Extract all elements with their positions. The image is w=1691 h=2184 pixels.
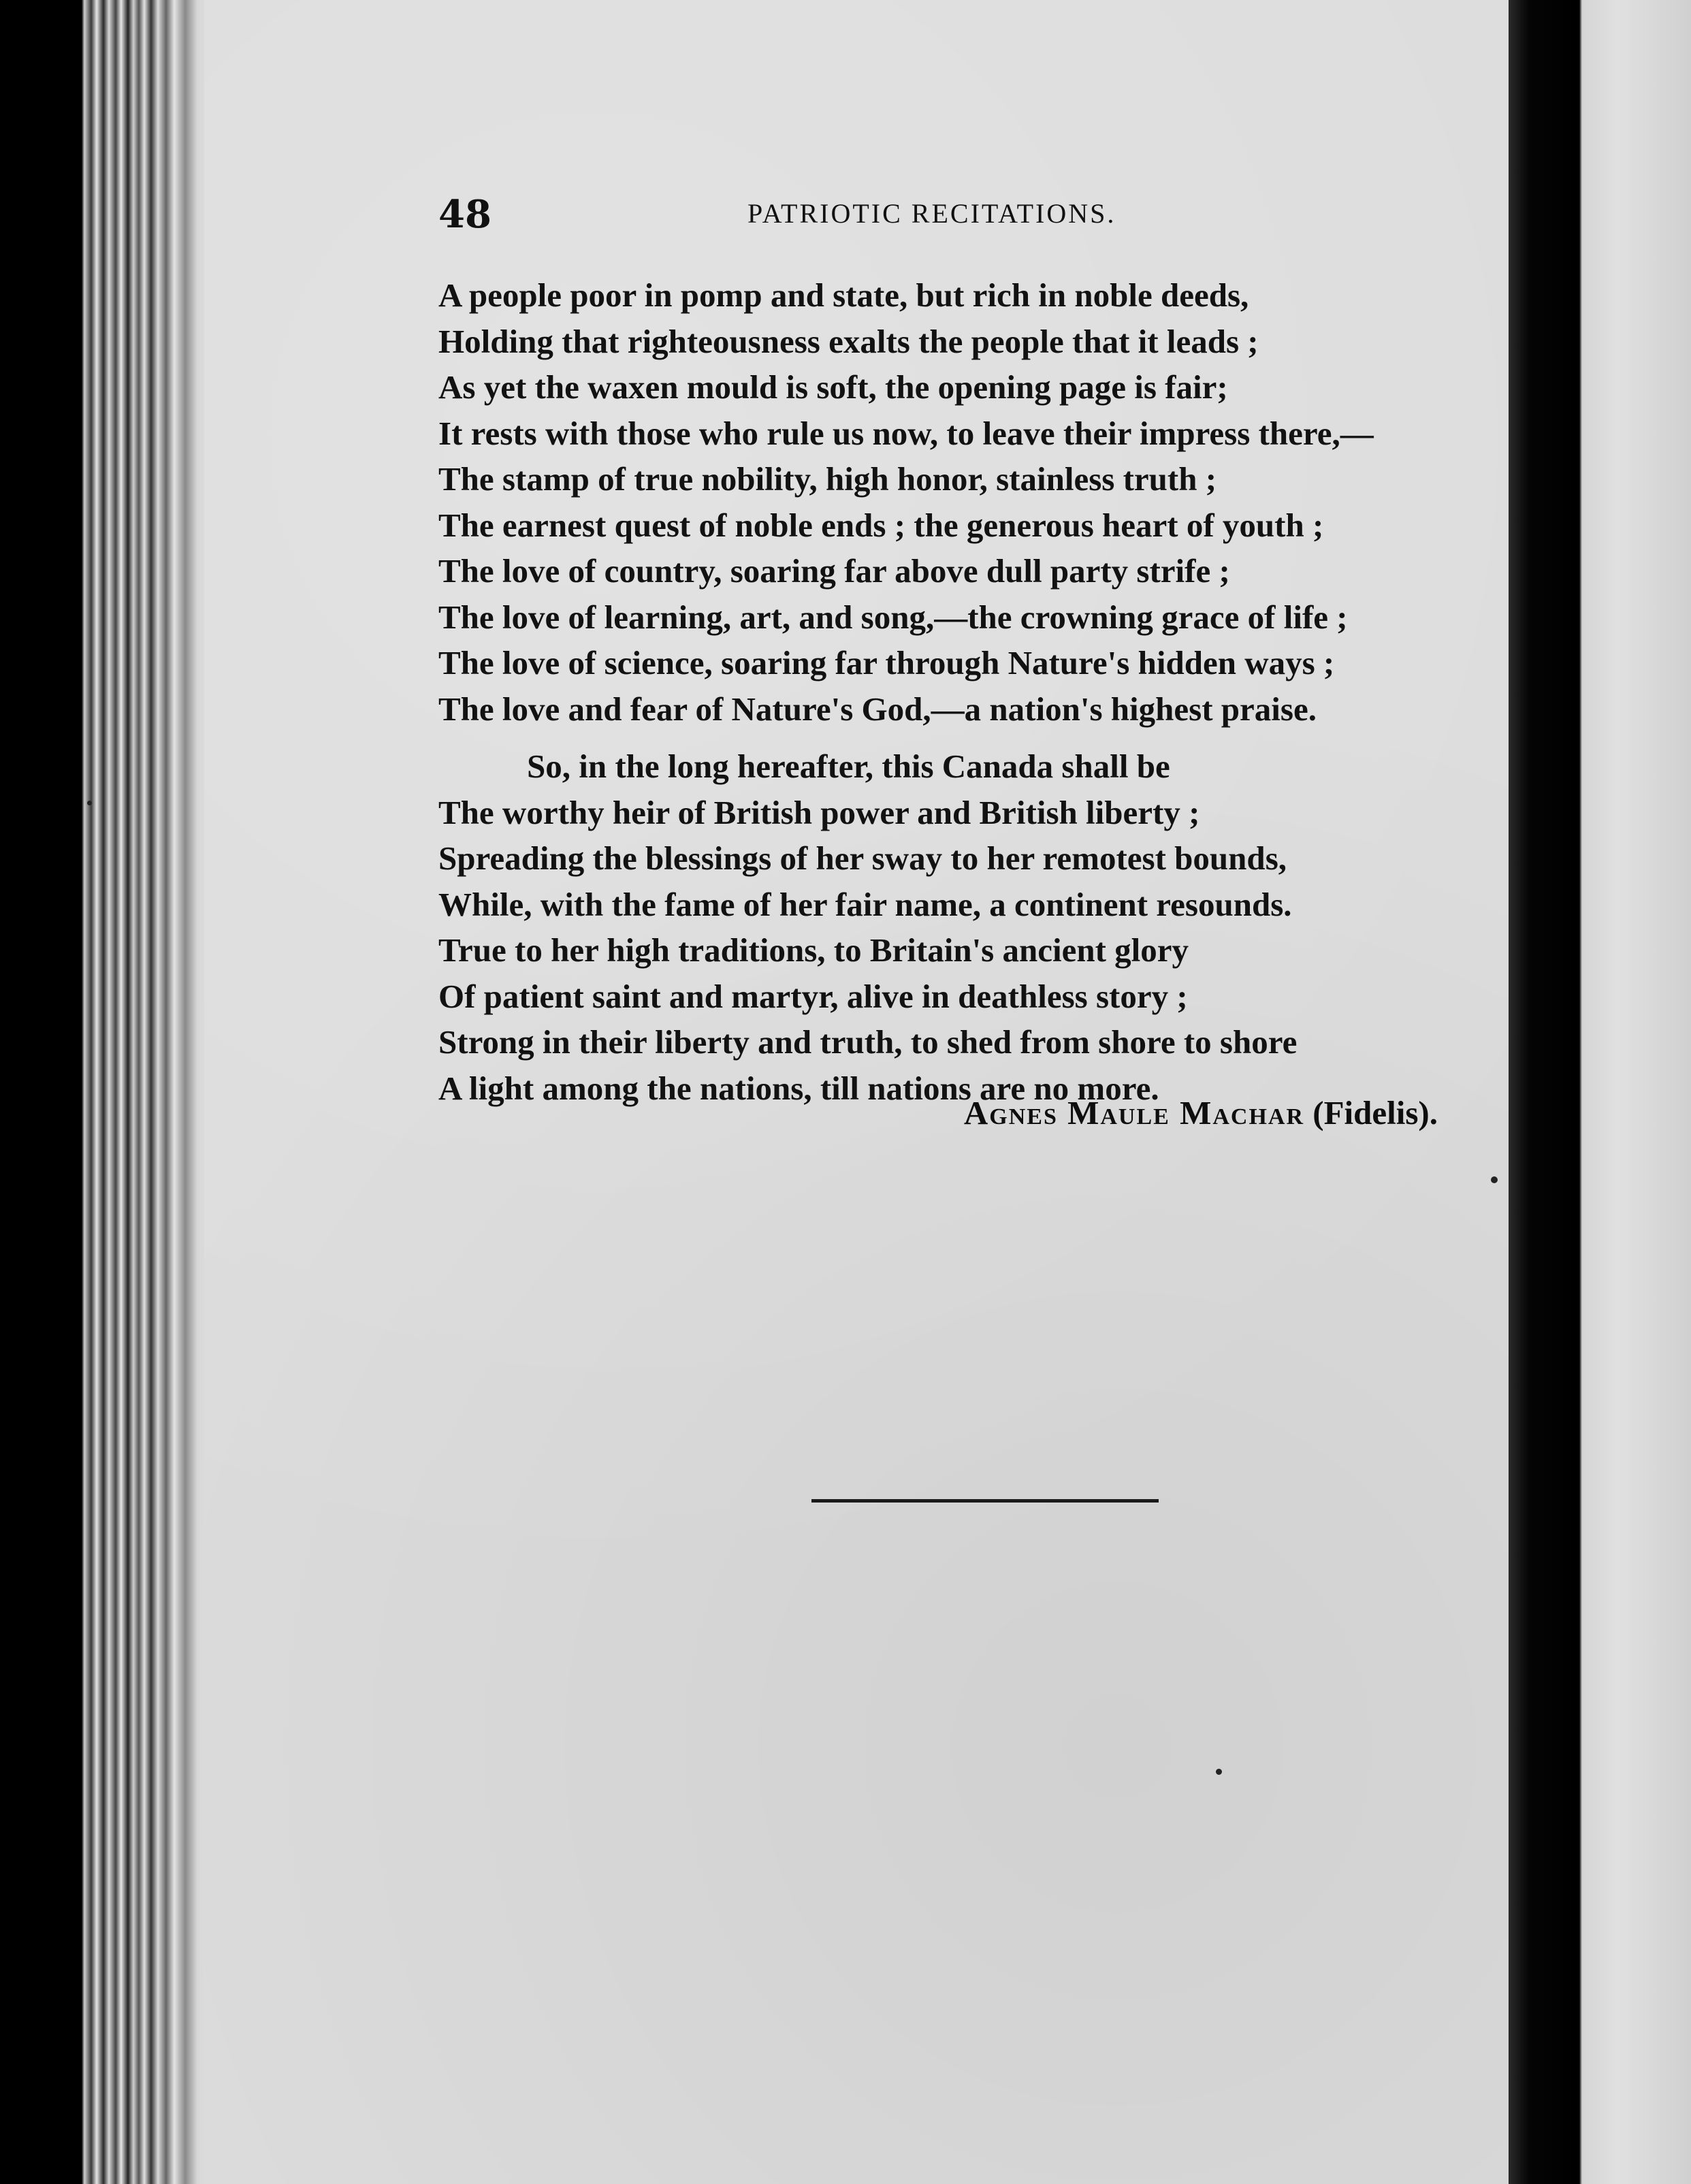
poem-stanza-1 — [438, 272, 1473, 732]
poem-stanza-2 — [438, 743, 1473, 1111]
poem-line: True to her high traditions, to Britain's ancient glory — [438, 931, 1189, 969]
running-title: PATRIOTIC RECITATIONS. — [747, 198, 1116, 229]
poem-line: Holding that righteousness exalts the people that it leads ; — [438, 322, 1259, 360]
next-page-edge — [1577, 0, 1691, 2184]
running-head — [438, 192, 1201, 240]
section-divider-rule — [811, 1499, 1159, 1503]
poem-attribution — [964, 1093, 1438, 1132]
poem-line: Of patient saint and martyr, alive in deathless story ; — [438, 977, 1188, 1015]
poem-line: So, in the long hereafter, this Canada shall be — [527, 748, 1170, 785]
poem-line: Strong in their liberty and truth, to shed from shore to shore — [438, 1023, 1298, 1061]
author-name: Agnes Maule Machar — [963, 1094, 1305, 1131]
poem-line: Spreading the blessings of her sway to her remotest bounds, — [438, 839, 1287, 877]
poem-line: The love and fear of Nature's God,—a nation's highest praise. — [438, 690, 1317, 728]
poem-line: While, with the fame of her fair name, a continent resounds. — [438, 885, 1292, 923]
ink-speck — [1491, 1176, 1498, 1183]
book-page-edges — [0, 0, 211, 2184]
ink-speck — [1216, 1769, 1222, 1775]
poem-line: The love of learning, art, and song,—the crowning grace of life ; — [438, 598, 1348, 636]
poem-line: The love of country, soaring far above dull party strife ; — [438, 552, 1230, 590]
poem-line: It rests with those who rule us now, to leave their impress there,— — [438, 414, 1374, 452]
poem-line: The love of science, soaring far through Nature's hidden ways ; — [438, 644, 1335, 681]
poem-line: As yet the waxen mould is soft, the opening page is fair; — [438, 368, 1228, 406]
poem-line: The earnest quest of noble ends ; the generous heart of youth ; — [438, 506, 1324, 544]
author-pseudonym: (Fidelis). — [1312, 1094, 1438, 1131]
poem-line: A people poor in pomp and state, but rich in noble deeds, — [438, 276, 1249, 314]
poem-line: A light among the nations, till nations are no more. — [438, 1069, 1159, 1107]
scan-gutter — [1509, 0, 1577, 2184]
ink-speck — [87, 801, 92, 805]
page-number: 48 — [438, 192, 492, 237]
poem-line: The worthy heir of British power and British liberty ; — [438, 793, 1200, 831]
poem-line: The stamp of true nobility, high honor, stainless truth ; — [438, 460, 1217, 498]
